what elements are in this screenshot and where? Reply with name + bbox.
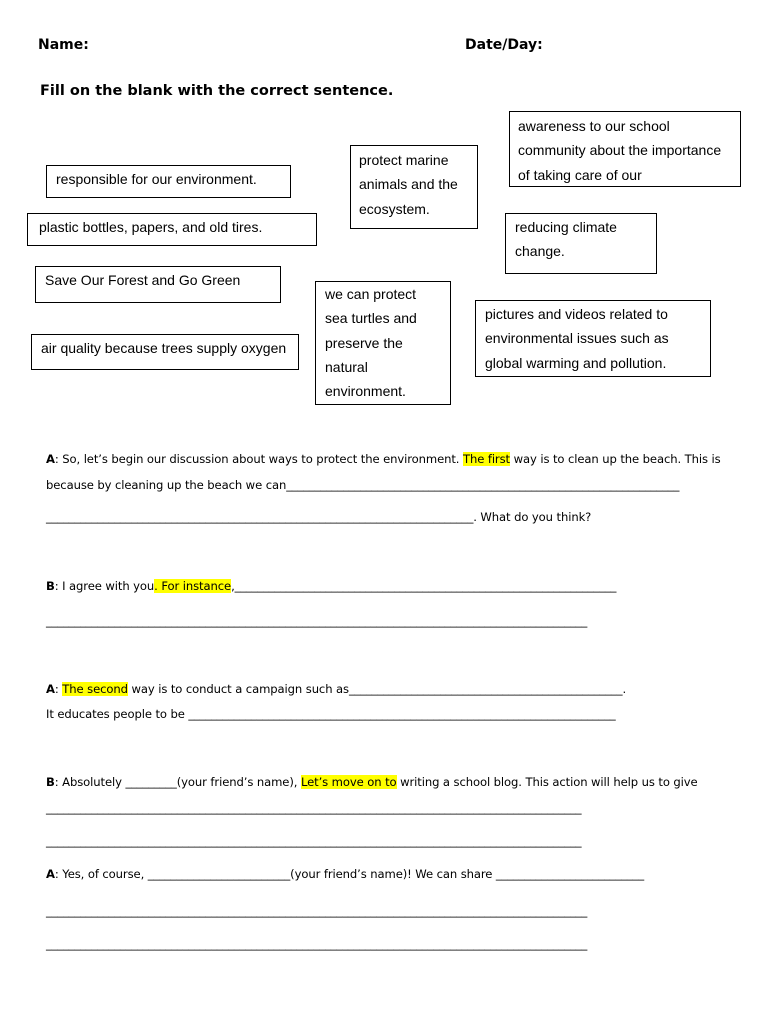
speaker-label: B [46,775,55,789]
dialogue-line [46,579,616,593]
speaker-label: A [46,682,55,696]
word-box-awareness [509,111,741,187]
word-box-reducing-climate [505,213,657,274]
word-box-line: environmental issues such as [485,330,669,347]
word-box-line: ecosystem. [359,200,430,217]
dialogue-line: _______________________________________________________________________________________________ [46,937,588,951]
highlighted-phrase: Let’s move on to [300,775,397,789]
dialogue-line: ___________________________________________________________________________. What do you think? [46,510,592,524]
word-box-line: reducing climate [515,219,617,235]
word-box-line: pictures and videos related to [485,306,668,322]
word-box-save-our-forest [35,266,281,303]
word-box-line: plastic bottles, papers, and old tires. [39,219,263,235]
word-box-responsible [46,165,291,198]
dialogue-line: _______________________________________________________________________________________________ [46,904,588,918]
word-box-protect-marine [350,145,478,229]
dialogue-text: : I agree with you [54,579,155,593]
speaker-label: A [46,452,55,466]
dialogue-text: : [54,682,63,696]
name-label: Name: [38,37,89,53]
dialogue-line: It educates people to be ___________________________________________________________________________ [46,707,616,721]
instruction-title: Fill on the blank with the correct sentence. [40,83,394,99]
word-box-line: of taking care of our [518,166,642,183]
highlighted-phrase: The first [462,452,510,466]
dialogue-text: : So, let’s begin our discussion about ways to protect the environment. [54,452,463,466]
word-box-line: change. [515,243,565,260]
highlighted-phrase: . For instance [154,579,232,593]
dialogue-line: _______________________________________________________________________________________________ [46,614,588,628]
word-box-line: we can protect [325,286,417,302]
dialogue-text: way is to conduct a campaign such as________________________________________________. [127,682,627,696]
dialogue-text: way is to clean up the beach. This is [510,452,721,466]
dialogue-text: writing a school blog. This action will help us to give [396,775,698,789]
word-box-line: global warming and pollution. [485,354,667,371]
highlighted-phrase: The second [62,682,128,696]
speaker-label: A [46,867,55,881]
speaker-label: B [46,579,55,593]
word-box-line: environment. [325,383,406,400]
word-box-line: natural [325,358,368,375]
word-box-line: Save Our Forest and Go Green [45,272,241,288]
dialogue-line: ______________________________________________________________________________________________ [46,801,582,815]
dialogue-line: ______________________________________________________________________________________________ [46,834,582,848]
word-box-line: protect marine [359,152,449,168]
word-box-line: animals and the [359,176,458,193]
word-box-line: awareness to our school [518,118,670,134]
word-box-plastic-bottles [27,213,317,246]
word-box-line: preserve the [325,334,403,351]
dialogue-text: : Yes, of course, _________________________(your friend’s name)! We can share __________________________ [54,867,645,881]
word-box-line: responsible for our environment. [56,171,257,187]
dialogue-line [46,452,721,466]
dialogue-line [46,775,698,789]
date-label: Date/Day: [465,37,543,53]
dialogue-line [46,682,626,696]
dialogue-line: because by cleaning up the beach we can_____________________________________________________________________ [46,478,680,492]
word-box-line: sea turtles and [325,310,417,327]
dialogue-text: ,___________________________________________________________________ [231,579,617,593]
word-box-pictures-videos [475,300,711,377]
word-box-line: air quality because trees supply oxygen [41,340,287,356]
word-box-air-quality [31,334,299,370]
dialogue-text: : Absolutely _________(your friend’s name), [54,775,301,789]
word-box-line: community about the importance [518,142,722,159]
dialogue-line [46,867,644,881]
word-box-sea-turtles [315,281,451,405]
